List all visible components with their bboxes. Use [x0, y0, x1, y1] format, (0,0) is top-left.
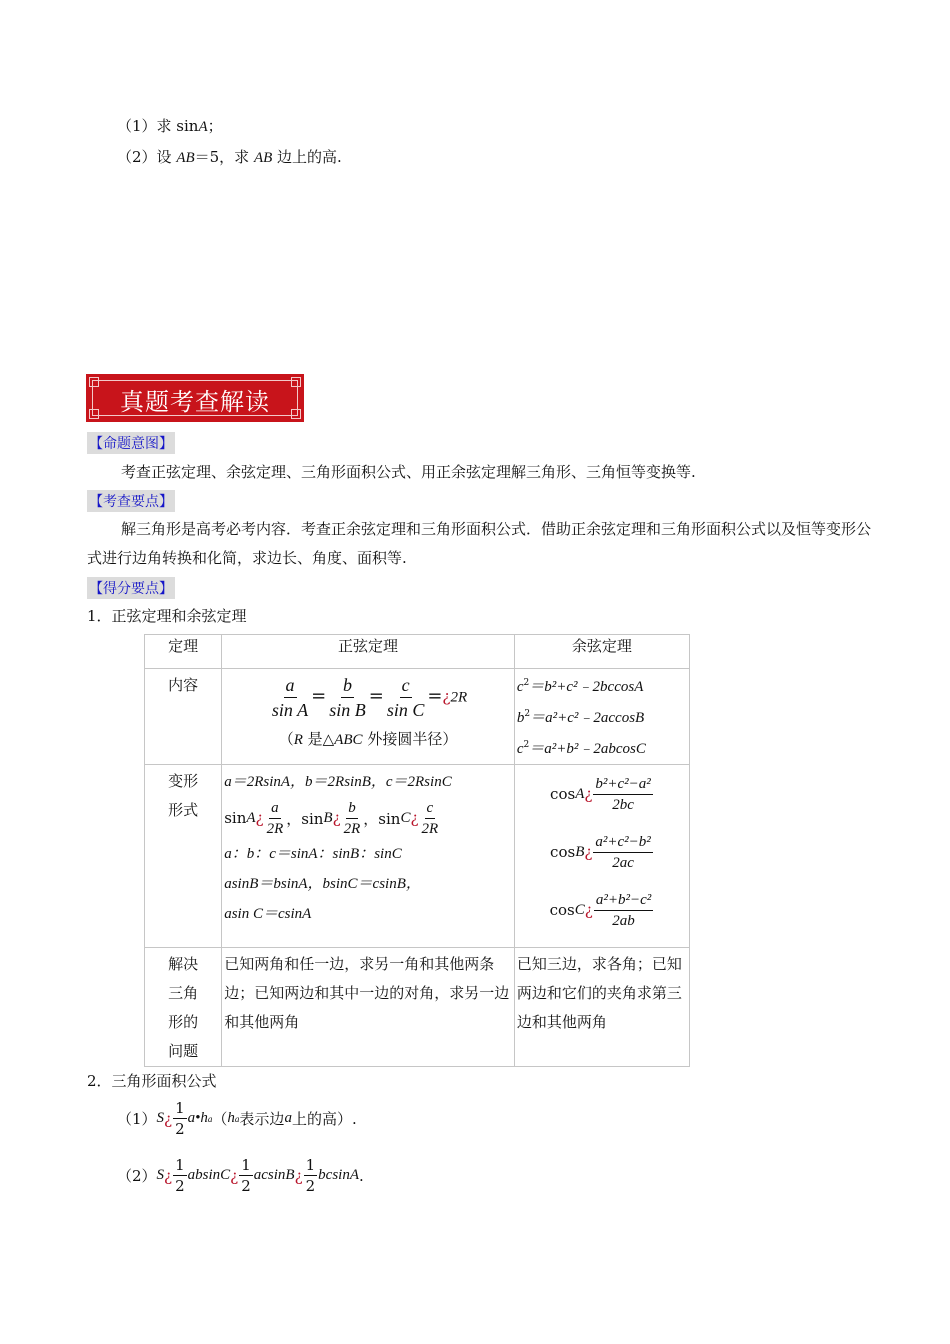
cosine-problems-text: 已知三边，求各角；已知两边和它们的夹角求第三边和其他两角 [514, 948, 689, 1067]
row-label-transform: 变形 形式 [145, 765, 222, 948]
banner-title: 真题考查解读 [120, 388, 270, 416]
sine-transform-cell [222, 765, 515, 948]
question-1 [117, 115, 223, 136]
fraction: $\frac{1}{2}$ [241, 1156, 251, 1195]
question-2-mid: ＝5，求 [194, 148, 254, 166]
theorem-table [144, 634, 690, 1067]
fraction: $\frac{b}{2R}$ [343, 799, 361, 837]
item-2-title: 2．三角形面积公式 [87, 1072, 217, 1090]
tag-points: 【考查要点】 [87, 490, 175, 512]
table-header-cell: 余弦定理 [514, 635, 689, 669]
item-1-title: 1．正弦定理和余弦定理 [87, 607, 247, 625]
fraction: $\frac{b}{\text{sin B}}$ [329, 675, 366, 720]
cosine-law-line: $b^2=a^2+c^2﹣2accosB$ [516, 709, 645, 726]
sine-problems-text: 已知两角和任一边，求另一角和其他两条边；已知两边和其中一边的对角，求另一边和其他两角 [222, 948, 515, 1067]
equals-sign: = [311, 685, 327, 707]
area-formula-1: （1） S ¿ $\frac{1}{2}$ a•h a （ h a 表示边 a 上的高）. [117, 1099, 357, 1138]
table-row-content [145, 669, 690, 765]
table-header-row [145, 635, 690, 669]
fraction: $\frac{a}{2R}$ [266, 799, 284, 837]
cos-a-formula: cos A ¿ $\frac{\text{b²+c²−a²}}{2bc}$ [550, 775, 651, 813]
placeholder-glyph: ¿ [442, 687, 451, 706]
question-1-var: A [198, 119, 208, 135]
points-text: 解三角形是高考必考内容．考查正余弦定理和三角形面积公式．借助正余弦定理和三角形面积公式以及恒等变形公式进行边角转换和化简，求边长、角度、面积等. [87, 520, 872, 567]
transform-line-1: a＝2RsinA，b＝2RsinB，c＝2RsinC [224, 774, 452, 790]
transform-line-3: a：b：c＝sinA：sinB：sinC [224, 846, 402, 862]
question-2 [117, 146, 342, 167]
sine-law-result: 2R [450, 689, 468, 706]
fraction: $\frac{1}{2}$ [305, 1156, 316, 1195]
fraction: $\frac{\text{a²+b²−c²}}{2ab}$ [595, 891, 652, 929]
fraction: $\frac{1}{2}$ [175, 1156, 185, 1195]
table-row-transform [145, 765, 690, 948]
question-2-prefix: （2）设 [117, 148, 177, 166]
fraction: $\frac{\text{a²+c²−b²}}{2ac}$ [595, 833, 651, 871]
fraction: $\frac{a}{\text{sin A}}$ [271, 675, 309, 720]
fraction: $\frac{1}{2}$ [175, 1099, 185, 1138]
sine-law-cell [222, 669, 515, 765]
question-1-prefix: （1）求 sin [117, 117, 199, 135]
area-formula-2: （2） S ¿ $\frac{1}{2}$ absinC ¿ $\frac{1}{2}$ acsinB ¿ $\frac{1}{2}$ bcsinA . [117, 1156, 364, 1195]
table-header-cell: 正弦定理 [222, 635, 515, 669]
tag-intent: 【命题意图】 [87, 432, 175, 454]
question-2-suffix: 边上的高. [272, 148, 342, 166]
row-label-content: 内容 [145, 669, 222, 765]
tag-score: 【得分要点】 [87, 577, 175, 599]
cosine-law-line: $c^2=a^2+b^2﹣2abcosC$ [516, 740, 646, 757]
equals-sign: = [427, 685, 443, 707]
row-label-problems: 解决 三角 形的 问题 [145, 948, 222, 1067]
table-row-problems [145, 948, 690, 1067]
table-header-cell: 定理 [145, 635, 222, 669]
cos-c-formula: cos C ¿ $\frac{\text{a²+b²−c²}}{2ab}$ [549, 891, 652, 929]
fraction: $\frac{c}{\text{sin C}}$ [386, 675, 425, 720]
cos-b-formula: cos B ¿ $\frac{\text{a²+c²−b²}}{2ac}$ [550, 833, 651, 871]
intent-text: 考查正弦定理、余弦定理、三角形面积公式、用正余弦定理解三角形、三角恒等变换等. [121, 463, 696, 481]
cosine-law-cell [514, 669, 689, 765]
transform-line-4: asinB＝bsinA，bsinC＝csinB， [224, 876, 421, 892]
question-1-suffix: ； [207, 117, 223, 135]
cosine-transform-cell [514, 765, 689, 948]
transform-line-2: sin A ¿ $\frac{a}{2R}$ ，sin B ¿ $\frac{b}{2R}$ ，sin C ¿ $\frac{c}{2R}$ [224, 799, 439, 837]
equals-sign: = [368, 685, 384, 707]
sine-law-note: （R 是△ABC 外接圆半径） [278, 730, 458, 748]
cosine-law-line: $c^2=b^2+c^2﹣2bccosA$ [516, 678, 644, 695]
transform-line-5: asin C＝csinA [224, 906, 312, 922]
fraction: $\frac{\text{b²+c²−a²}}{2bc}$ [595, 775, 651, 813]
sine-law-formula [222, 673, 514, 722]
section-banner [86, 374, 304, 422]
question-2-var2: AB [253, 150, 273, 166]
question-2-var1: AB [176, 150, 195, 166]
fraction: $\frac{c}{2R}$ [421, 799, 439, 837]
